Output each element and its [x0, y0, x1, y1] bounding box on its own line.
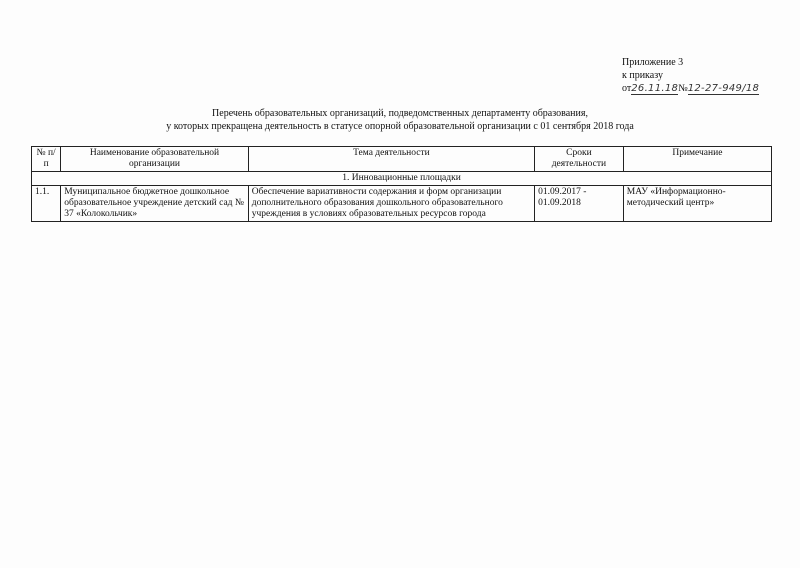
appendix-block	[622, 56, 759, 95]
header-topic: Тема деятельности	[248, 147, 534, 172]
order-number-sign: №	[678, 83, 688, 94]
organizations-table	[31, 146, 772, 222]
title-line-2: у которых прекращена деятельность в статусе опорной образовательной организации с 01 сентября 2018 года	[166, 121, 634, 132]
order-number: 12-27-949/18	[687, 83, 760, 94]
row-topic: Обеспечение вариативности содержания и форм организации дополнительного образования дошкольного образовательного учреждения в условиях образовательных ресурсов города	[248, 186, 534, 222]
row-note: МАУ «Информационно-методический центр»	[623, 186, 771, 222]
order-date: 26.11.18	[631, 83, 679, 94]
row-period: 01.09.2017 - 01.09.2018	[535, 186, 624, 222]
order-label: к приказу	[622, 70, 663, 81]
appendix-label: Приложение 3	[622, 57, 684, 68]
document-title	[0, 107, 800, 133]
table-header-row	[32, 147, 772, 172]
header-name: Наименование образовательной организации	[61, 147, 249, 172]
section-title: 1. Инновационные площадки	[32, 172, 772, 186]
row-num: 1.1.	[32, 186, 61, 222]
header-note: Примечание	[623, 147, 771, 172]
title-line-1: Перечень образовательных организаций, подведомственных департаменту образования,	[212, 108, 588, 119]
order-from-label: от	[622, 83, 632, 94]
order-reference	[622, 82, 759, 95]
header-period: Сроки деятельности	[535, 147, 624, 172]
header-num: № п/п	[32, 147, 61, 172]
row-name: Муниципальное бюджетное дошкольное образовательное учреждение детский сад № 37 «Колокольчик»	[61, 186, 249, 222]
table-row	[32, 186, 772, 222]
section-row	[32, 172, 772, 186]
